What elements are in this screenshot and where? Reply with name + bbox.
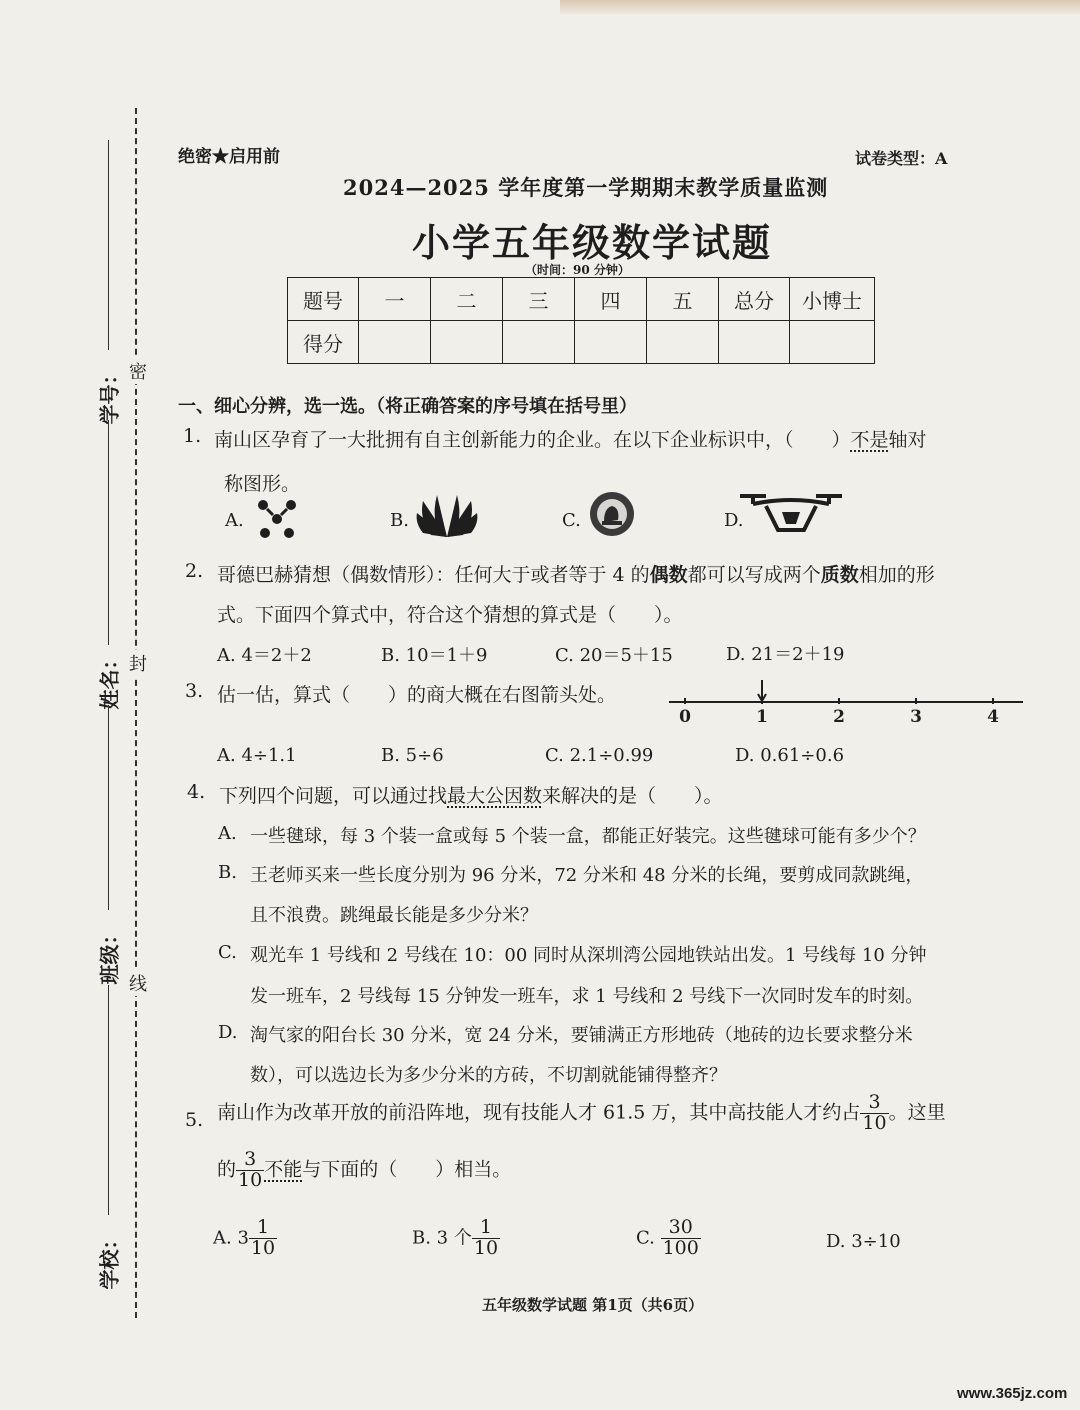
score-table-score-row [288, 321, 875, 364]
section-1-heading: 一、细心分辨，选一选。（将正确答案的序号填在括号里） [178, 396, 637, 417]
seal-mark-mi: 密 [128, 358, 148, 384]
score-table-header-row [288, 278, 875, 321]
table-cell: 小博士 [790, 278, 875, 321]
q1-option-b[interactable]: B. [390, 510, 409, 531]
q4-option-a-label[interactable]: A. [218, 823, 237, 844]
q4-option-c-text-cont: 发一班车，2 号线每 15 分钟发一班车，求 1 号线和 2 号线下一次同时发车的时刻。 [250, 986, 924, 1007]
q3-text: 估一估，算式（ ）的商大概在右图箭头处。 [217, 684, 617, 706]
fraction-30-100: $\frac{30}{100}$ [662, 1216, 699, 1259]
q4-option-b-text: 王老师买来一些长度分别为 96 分米，72 分米和 48 分米的长绳，要剪成同款跳绳， [250, 865, 924, 886]
fraction-1-10: $\frac{1}{10}$ [473, 1216, 499, 1259]
score-input-cell[interactable] [431, 321, 503, 364]
q5-number: 5. [185, 1109, 204, 1131]
q4-option-b-label[interactable]: B. [218, 862, 237, 883]
q4-option-c-label[interactable]: C. [218, 942, 237, 963]
q1-option-a[interactable]: A. [225, 510, 244, 531]
q1-number: 1. [183, 425, 202, 447]
q1-text-cont: 称图形。 [224, 473, 301, 495]
paper-type: 试卷类型：A [855, 149, 948, 168]
swirl-logo-icon [588, 490, 636, 538]
q2-text: 哥德巴赫猜想（偶数情形）：任何大于或者等于 4 的偶数都可以写成两个质数相加的形 [217, 564, 935, 586]
q3-option-b[interactable]: B. 5÷6 [381, 745, 444, 766]
q4-option-c-text: 观光车 1 号线和 2 号线在 10：00 同时从深圳湾公园地铁站出发。1 号线每 10 分钟 [250, 945, 927, 966]
q5-option-d[interactable]: D. 3÷10 [826, 1231, 901, 1252]
q1-text: 南山区孕育了一大批拥有自主创新能力的企业。在以下企业标识中，（ ）不是轴对 [214, 429, 927, 451]
table-cell: 一 [359, 278, 431, 321]
dots-logo-icon [255, 497, 299, 541]
q3-number: 3. [185, 680, 204, 702]
q5-text: 南山作为改革开放的前沿阵地，现有技能人才 61.5 万，其中高技能人才约占 $\frac{3}{10}$ 。这里 [217, 1091, 946, 1134]
q1-option-d[interactable]: D. [724, 510, 744, 531]
student-id-label: 学号： [97, 364, 122, 425]
q3-option-d[interactable]: D. 0.61÷0.6 [735, 745, 845, 766]
number-line-tick-label: 2 [833, 707, 845, 727]
school-blank[interactable] [108, 985, 109, 1215]
school-label: 学校： [97, 1229, 122, 1290]
student-id-blank[interactable] [108, 140, 109, 350]
seal-mark-feng: 封 [128, 650, 148, 676]
q4-option-d-text-cont: 数），可以选边长为多少分米的方砖，不切割就能铺得整齐？ [250, 1065, 727, 1086]
seal-dashed-line [135, 108, 137, 1318]
score-input-cell[interactable] [790, 321, 875, 364]
q4-number: 4. [187, 781, 206, 803]
seal-mark-xian: 线 [128, 970, 148, 996]
confidential-mark: 绝密★启用前 [178, 147, 280, 167]
q2-option-c[interactable]: C. 20＝5＋15 [555, 645, 673, 666]
shell-fan-logo-icon [413, 493, 481, 539]
drone-logo-icon [738, 490, 844, 536]
q4-option-b-text-cont: 且不浪费。跳绳最长能是多少分米？ [250, 905, 538, 926]
number-line-tick-label: 4 [987, 707, 999, 727]
table-cell: 总分 [719, 278, 790, 321]
name-blank[interactable] [108, 420, 109, 645]
number-line [665, 678, 1027, 728]
q2-option-b[interactable]: B. 10＝1＋9 [381, 645, 488, 666]
score-input-cell[interactable] [575, 321, 647, 364]
page-footer: 五年级数学试题 第1页（共6页） [482, 1296, 704, 1314]
fraction-3-10: $\frac{3}{10}$ [238, 1148, 263, 1191]
number-line-tick-label: 3 [910, 707, 922, 727]
table-cell: 五 [647, 278, 719, 321]
q4-option-d-label[interactable]: D. [218, 1022, 238, 1043]
site-watermark: www.365jz.com [957, 1385, 1068, 1402]
q2-option-a[interactable]: A. 4＝2＋2 [217, 645, 312, 666]
q4-text: 下列四个问题，可以通过找最大公因数来解决的是（ ）。 [219, 785, 723, 807]
number-line-tick-label: 0 [679, 707, 691, 727]
q2-number: 2. [185, 560, 204, 582]
score-input-cell[interactable] [359, 321, 431, 364]
score-input-cell[interactable] [647, 321, 719, 364]
table-cell: 题号 [288, 278, 359, 321]
exam-title: 小学五年级数学试题 [412, 221, 773, 265]
number-line-tick-label: 1 [756, 707, 768, 727]
page-edge-shadow [560, 0, 1080, 14]
exam-subtitle: 2024—2025 学年度第一学期期末教学质量监测 [343, 175, 829, 200]
q4-option-a-text: 一些毽球，每 3 个装一盒或每 5 个装一盒，都能正好装完。这些毽球可能有多少个？ [250, 826, 926, 847]
fraction-3-10: $\frac{3}{10}$ [862, 1091, 887, 1134]
q5-option-a[interactable]: A. 3 $\frac{1}{10}$ [213, 1216, 276, 1259]
table-cell: 三 [503, 278, 575, 321]
q3-option-c[interactable]: C. 2.1÷0.99 [545, 745, 654, 766]
class-label: 班级： [97, 924, 122, 985]
q5-option-c[interactable]: C. $\frac{30}{100}$ [636, 1216, 699, 1259]
class-blank[interactable] [108, 705, 109, 910]
name-label: 姓名： [97, 649, 122, 710]
q2-text-cont: 式。下面四个算式中，符合这个猜想的算式是（ ）。 [217, 604, 683, 626]
q5-option-b[interactable]: B. 3 个 $\frac{1}{10}$ [412, 1216, 499, 1259]
q5-text-cont: 的 $\frac{3}{10}$ 不能与下面的（ ）相当。 [217, 1148, 512, 1191]
score-input-cell[interactable] [719, 321, 790, 364]
q2-option-d[interactable]: D. 21＝2＋19 [726, 644, 845, 665]
score-table [287, 277, 875, 364]
q4-option-d-text: 淘气家的阳台长 30 分米，宽 24 分米，要铺满正方形地砖（地砖的边长要求整分米 [250, 1025, 913, 1046]
q1-option-c[interactable]: C. [562, 510, 581, 531]
score-input-cell[interactable] [503, 321, 575, 364]
exam-time: （时间：90 分钟） [525, 263, 630, 277]
fraction-1-10: $\frac{1}{10}$ [250, 1216, 276, 1259]
table-cell: 二 [431, 278, 503, 321]
q3-option-a[interactable]: A. 4÷1.1 [217, 745, 297, 766]
binding-margin [0, 0, 170, 1410]
table-cell: 四 [575, 278, 647, 321]
table-cell: 得分 [288, 321, 359, 364]
